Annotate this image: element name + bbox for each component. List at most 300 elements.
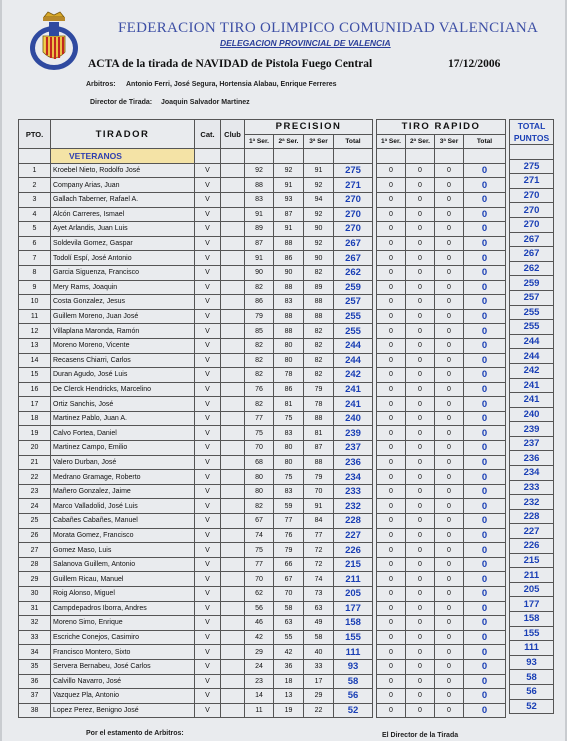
category-cell: V bbox=[195, 382, 221, 397]
precision-total-cell: 52 bbox=[334, 703, 373, 718]
table-row bbox=[19, 645, 373, 660]
precision-ser3-cell: 82 bbox=[304, 368, 334, 383]
precision-ser1-cell: 88 bbox=[245, 178, 274, 193]
precision-ser3-cell: 63 bbox=[304, 601, 334, 616]
precision-ser3-cell: 72 bbox=[304, 557, 334, 572]
precision-total-cell: 215 bbox=[334, 557, 373, 572]
rapido-ser1-cell: 0 bbox=[377, 368, 406, 383]
precision-total-cell: 177 bbox=[334, 601, 373, 616]
rapido-ser1-cell: 0 bbox=[377, 338, 406, 353]
total-puntos-cell: 270 bbox=[510, 203, 554, 218]
rapido-ser2-cell: 0 bbox=[406, 441, 435, 456]
rank-cell: 1 bbox=[19, 163, 51, 178]
precision-total-cell: 58 bbox=[334, 674, 373, 689]
rapido-ser3-cell: 0 bbox=[435, 251, 464, 266]
precision-ser2-cell: 91 bbox=[274, 178, 304, 193]
precision-total-cell: 93 bbox=[334, 659, 373, 674]
precision-ser2-cell: 87 bbox=[274, 207, 304, 222]
shooter-name-cell: Gomez Maso, Luis bbox=[51, 543, 195, 558]
shooter-name-cell: De Clerck Hendricks, Marcelino bbox=[51, 382, 195, 397]
col-cat-header: Cat. bbox=[195, 120, 221, 149]
precision-ser2-cell: 79 bbox=[274, 543, 304, 558]
table-row bbox=[377, 163, 506, 178]
table-row bbox=[510, 407, 554, 422]
total-puntos-cell: 267 bbox=[510, 247, 554, 262]
results-sheet bbox=[2, 0, 565, 741]
precision-ser1-cell: 86 bbox=[245, 295, 274, 310]
table-row bbox=[510, 684, 554, 699]
precision-total-cell: 227 bbox=[334, 528, 373, 543]
rapido-ser3-cell: 0 bbox=[435, 557, 464, 572]
precision-ser2-cell: 86 bbox=[274, 251, 304, 266]
precision-ser3-cell: 88 bbox=[304, 295, 334, 310]
rapido-total-cell: 0 bbox=[464, 163, 506, 178]
table-row bbox=[19, 295, 373, 310]
total-puntos-cell: 275 bbox=[510, 159, 554, 174]
total-puntos-cell: 239 bbox=[510, 422, 554, 437]
precision-ser2-cell: 42 bbox=[274, 645, 304, 660]
precision-ser1-cell: 76 bbox=[245, 382, 274, 397]
rank-cell: 14 bbox=[19, 353, 51, 368]
precision-ser3-cell: 82 bbox=[304, 338, 334, 353]
precision-ser1-cell: 23 bbox=[245, 674, 274, 689]
rapido-ser2-cell: 0 bbox=[406, 265, 435, 280]
category-cell: V bbox=[195, 411, 221, 426]
category-cell: V bbox=[195, 338, 221, 353]
category-cell: V bbox=[195, 703, 221, 718]
total-puntos-cell: 228 bbox=[510, 509, 554, 524]
table-row bbox=[510, 261, 554, 276]
precision-ser3-cell: 92 bbox=[304, 207, 334, 222]
rapido-total-cell: 0 bbox=[464, 192, 506, 207]
club-cell bbox=[221, 645, 245, 660]
precision-ser3-cell: 87 bbox=[304, 441, 334, 456]
category-cell: V bbox=[195, 236, 221, 251]
table-row bbox=[377, 543, 506, 558]
table-row bbox=[377, 280, 506, 295]
rank-cell: 28 bbox=[19, 557, 51, 572]
rapido-ser1-cell: 0 bbox=[377, 455, 406, 470]
club-cell bbox=[221, 703, 245, 718]
precision-total-cell: 259 bbox=[334, 280, 373, 295]
rank-cell: 33 bbox=[19, 630, 51, 645]
rank-cell: 13 bbox=[19, 338, 51, 353]
table-row bbox=[377, 470, 506, 485]
rapido-ser3-cell: 0 bbox=[435, 397, 464, 412]
rapido-ser2-cell: 0 bbox=[406, 528, 435, 543]
rapido-ser1-cell: 0 bbox=[377, 192, 406, 207]
total-puntos-cell: 241 bbox=[510, 378, 554, 393]
table-row bbox=[19, 426, 373, 441]
table-row bbox=[377, 411, 506, 426]
total-puntos-cell: 262 bbox=[510, 261, 554, 276]
rapido-ser2-cell: 0 bbox=[406, 338, 435, 353]
table-row bbox=[510, 203, 554, 218]
rank-cell: 23 bbox=[19, 484, 51, 499]
rapido-ser3-cell: 0 bbox=[435, 382, 464, 397]
rapido-ser1-cell: 0 bbox=[377, 426, 406, 441]
table-row bbox=[19, 368, 373, 383]
shooter-name-cell: Gallach Taberner, Rafael A. bbox=[51, 192, 195, 207]
club-cell bbox=[221, 236, 245, 251]
rank-cell: 15 bbox=[19, 368, 51, 383]
precision-ser1-cell: 77 bbox=[245, 411, 274, 426]
table-row bbox=[510, 509, 554, 524]
precision-total-cell: 270 bbox=[334, 207, 373, 222]
shooter-name-cell: Cabañes Cabañes, Manuel bbox=[51, 514, 195, 529]
total-puntos-cell: 52 bbox=[510, 699, 554, 714]
shooter-name-cell: Calvillo Navarro, José bbox=[51, 674, 195, 689]
club-cell bbox=[221, 528, 245, 543]
rapido-ser1-cell: 0 bbox=[377, 178, 406, 193]
rapido-ser2-cell: 0 bbox=[406, 163, 435, 178]
total-puntos-cell: 93 bbox=[510, 655, 554, 670]
precision-ser1-cell: 82 bbox=[245, 499, 274, 514]
rapido-ser2-cell: 0 bbox=[406, 645, 435, 660]
precision-ser1-cell: 80 bbox=[245, 470, 274, 485]
club-cell bbox=[221, 601, 245, 616]
club-cell bbox=[221, 368, 245, 383]
category-cell: V bbox=[195, 163, 221, 178]
club-cell bbox=[221, 543, 245, 558]
rapido-ser2-cell: 0 bbox=[406, 178, 435, 193]
precision-ser2-cell: 86 bbox=[274, 382, 304, 397]
table-row bbox=[377, 630, 506, 645]
precision-ser2-cell: 83 bbox=[274, 484, 304, 499]
rapido-ser3-header: 3ª Ser bbox=[435, 134, 464, 149]
table-row bbox=[510, 568, 554, 583]
rapido-ser2-cell: 0 bbox=[406, 295, 435, 310]
precision-ser1-cell: 68 bbox=[245, 455, 274, 470]
shooter-name-cell: Roig Alonso, Miguel bbox=[51, 587, 195, 602]
precision-ser3-cell: 92 bbox=[304, 236, 334, 251]
table-row bbox=[19, 309, 373, 324]
category-cell: V bbox=[195, 543, 221, 558]
rapido-total-cell: 0 bbox=[464, 251, 506, 266]
table-row bbox=[510, 276, 554, 291]
rapido-ser1-cell: 0 bbox=[377, 236, 406, 251]
precision-ser2-cell: 88 bbox=[274, 280, 304, 295]
table-row bbox=[510, 539, 554, 554]
total-puntos-cell: 240 bbox=[510, 407, 554, 422]
table-row bbox=[510, 363, 554, 378]
rapido-total-cell: 0 bbox=[464, 484, 506, 499]
rapido-ser2-cell: 0 bbox=[406, 353, 435, 368]
rank-cell: 17 bbox=[19, 397, 51, 412]
rapido-total-cell: 0 bbox=[464, 616, 506, 631]
col-pto-header: PTO. bbox=[19, 120, 51, 149]
precision-ser3-cell: 94 bbox=[304, 192, 334, 207]
precision-ser1-cell: 82 bbox=[245, 368, 274, 383]
rapido-total-cell: 0 bbox=[464, 338, 506, 353]
rapido-total-cell: 0 bbox=[464, 587, 506, 602]
table-row bbox=[510, 232, 554, 247]
total-puntos-cell: 270 bbox=[510, 188, 554, 203]
precision-ser2-cell: 76 bbox=[274, 528, 304, 543]
rapido-total-cell: 0 bbox=[464, 207, 506, 222]
total-puntos-cell: 205 bbox=[510, 582, 554, 597]
rapido-ser2-cell: 0 bbox=[406, 616, 435, 631]
club-cell bbox=[221, 659, 245, 674]
category-cell: V bbox=[195, 309, 221, 324]
table-row bbox=[377, 265, 506, 280]
table-row bbox=[377, 616, 506, 631]
table-row bbox=[19, 470, 373, 485]
rapido-ser3-cell: 0 bbox=[435, 163, 464, 178]
total-puntos-cell: 257 bbox=[510, 290, 554, 305]
table-row bbox=[19, 528, 373, 543]
precision-ser3-cell: 33 bbox=[304, 659, 334, 674]
category-cell: V bbox=[195, 484, 221, 499]
club-cell bbox=[221, 295, 245, 310]
precision-ser3-cell: 79 bbox=[304, 470, 334, 485]
club-cell bbox=[221, 689, 245, 704]
table-row bbox=[510, 393, 554, 408]
precision-total-cell: 255 bbox=[334, 324, 373, 339]
rapido-ser2-cell: 0 bbox=[406, 426, 435, 441]
category-cell: V bbox=[195, 528, 221, 543]
shooter-name-cell: Duran Agudo, José Luis bbox=[51, 368, 195, 383]
rank-cell: 19 bbox=[19, 426, 51, 441]
precision-ser1-cell: 83 bbox=[245, 192, 274, 207]
precision-ser1-header: 1ª Ser. bbox=[245, 134, 274, 149]
precision-total-cell: 228 bbox=[334, 514, 373, 529]
arbitros-label: Arbitros: bbox=[86, 81, 116, 88]
precision-total-cell: 270 bbox=[334, 192, 373, 207]
table-row bbox=[377, 207, 506, 222]
table-row bbox=[19, 659, 373, 674]
precision-ser1-cell: 70 bbox=[245, 572, 274, 587]
shooter-name-cell: Vazquez Pla, Antonio bbox=[51, 689, 195, 704]
category-cell: V bbox=[195, 572, 221, 587]
rank-cell: 37 bbox=[19, 689, 51, 704]
total-puntos-cell: 233 bbox=[510, 480, 554, 495]
precision-total-cell: 211 bbox=[334, 572, 373, 587]
precision-total-cell: 244 bbox=[334, 338, 373, 353]
rank-cell: 30 bbox=[19, 587, 51, 602]
shooter-name-cell: Morata Gomez, Francisco bbox=[51, 528, 195, 543]
shooter-name-cell: Soldevila Gomez, Gaspar bbox=[51, 236, 195, 251]
rapido-ser3-cell: 0 bbox=[435, 587, 464, 602]
rapido-ser1-cell: 0 bbox=[377, 441, 406, 456]
club-cell bbox=[221, 587, 245, 602]
rank-cell: 3 bbox=[19, 192, 51, 207]
precision-ser3-cell: 77 bbox=[304, 528, 334, 543]
document-title: ACTA de la tirada de NAVIDAD de Pistola Fuego Central bbox=[88, 58, 373, 70]
table-row bbox=[510, 612, 554, 627]
table-row bbox=[377, 441, 506, 456]
director-name: Joaquin Salvador Martinez bbox=[161, 99, 250, 106]
rapido-ser3-cell: 0 bbox=[435, 674, 464, 689]
rapido-ser2-cell: 0 bbox=[406, 236, 435, 251]
rapido-total-cell: 0 bbox=[464, 324, 506, 339]
col-tirador-header: TIRADOR bbox=[51, 120, 195, 149]
precision-total-cell: 267 bbox=[334, 236, 373, 251]
arbitros-names: Antonio Ferri, José Segura, Hortensia Alabau, Enrique Ferreres bbox=[126, 81, 337, 88]
precision-total-cell: 56 bbox=[334, 689, 373, 704]
precision-ser3-header: 3ª Ser bbox=[304, 134, 334, 149]
club-cell bbox=[221, 222, 245, 237]
precision-ser2-cell: 93 bbox=[274, 192, 304, 207]
total-puntos-cell: 111 bbox=[510, 641, 554, 656]
precision-ser1-cell: 82 bbox=[245, 338, 274, 353]
club-cell bbox=[221, 572, 245, 587]
rapido-total-cell: 0 bbox=[464, 441, 506, 456]
rank-cell: 34 bbox=[19, 645, 51, 660]
precision-ser2-cell: 80 bbox=[274, 455, 304, 470]
rapido-total-cell: 0 bbox=[464, 309, 506, 324]
precision-ser1-cell: 24 bbox=[245, 659, 274, 674]
rank-cell: 22 bbox=[19, 470, 51, 485]
precision-ser2-cell: 91 bbox=[274, 222, 304, 237]
rapido-ser1-cell: 0 bbox=[377, 280, 406, 295]
precision-ser2-cell: 75 bbox=[274, 470, 304, 485]
category-cell: V bbox=[195, 280, 221, 295]
precision-ser3-cell: 22 bbox=[304, 703, 334, 718]
rapido-ser3-cell: 0 bbox=[435, 280, 464, 295]
table-row bbox=[377, 338, 506, 353]
total-puntos-cell: 267 bbox=[510, 232, 554, 247]
precision-ser2-cell: 88 bbox=[274, 324, 304, 339]
rapido-ser1-cell: 0 bbox=[377, 601, 406, 616]
rapido-ser1-cell: 0 bbox=[377, 382, 406, 397]
table-row bbox=[19, 222, 373, 237]
precision-ser1-cell: 92 bbox=[245, 163, 274, 178]
precision-ser2-cell: 55 bbox=[274, 630, 304, 645]
table-row bbox=[377, 572, 506, 587]
rank-cell: 6 bbox=[19, 236, 51, 251]
table-row bbox=[377, 499, 506, 514]
rapido-ser2-cell: 0 bbox=[406, 207, 435, 222]
rapido-ser3-cell: 0 bbox=[435, 222, 464, 237]
shooter-name-cell: Alcón Carreres, Ismael bbox=[51, 207, 195, 222]
club-cell bbox=[221, 353, 245, 368]
rapido-ser2-cell: 0 bbox=[406, 543, 435, 558]
rapido-ser1-cell: 0 bbox=[377, 528, 406, 543]
table-row bbox=[19, 411, 373, 426]
rapido-ser3-cell: 0 bbox=[435, 236, 464, 251]
rapido-ser2-header: 2ª Ser. bbox=[406, 134, 435, 149]
precision-ser2-cell: 80 bbox=[274, 353, 304, 368]
precision-total-cell: 232 bbox=[334, 499, 373, 514]
rapido-ser1-cell: 0 bbox=[377, 324, 406, 339]
rapido-total-cell: 0 bbox=[464, 601, 506, 616]
shooter-name-cell: Mery Rams, Joaquin bbox=[51, 280, 195, 295]
shooter-name-cell: Francisco Montero, Sixto bbox=[51, 645, 195, 660]
table-row bbox=[377, 368, 506, 383]
total-puntos-cell: 237 bbox=[510, 436, 554, 451]
precision-ser2-cell: 92 bbox=[274, 163, 304, 178]
rank-cell: 24 bbox=[19, 499, 51, 514]
rank-cell: 32 bbox=[19, 616, 51, 631]
rapido-ser2-cell: 0 bbox=[406, 280, 435, 295]
rapido-ser2-cell: 0 bbox=[406, 587, 435, 602]
federation-title: FEDERACION TIRO OLIMPICO COMUNIDAD VALENCIANA bbox=[118, 20, 539, 36]
rapido-ser3-cell: 0 bbox=[435, 601, 464, 616]
table-row bbox=[377, 557, 506, 572]
rapido-total-cell: 0 bbox=[464, 236, 506, 251]
rapido-total-cell: 0 bbox=[464, 265, 506, 280]
category-cell: V bbox=[195, 645, 221, 660]
arbitros-signature-label: Por el estamento de Arbitros: bbox=[86, 730, 184, 737]
rapido-ser3-cell: 0 bbox=[435, 703, 464, 718]
rapido-total-cell: 0 bbox=[464, 674, 506, 689]
rank-cell: 26 bbox=[19, 528, 51, 543]
precision-ser3-cell: 58 bbox=[304, 630, 334, 645]
precision-ser3-cell: 90 bbox=[304, 251, 334, 266]
precision-ser2-cell: 19 bbox=[274, 703, 304, 718]
rapido-ser3-cell: 0 bbox=[435, 353, 464, 368]
rank-cell: 9 bbox=[19, 280, 51, 295]
tiro-rapido-header: TIRO RAPIDO bbox=[377, 120, 506, 135]
precision-total-cell: 255 bbox=[334, 309, 373, 324]
table-row bbox=[510, 436, 554, 451]
club-cell bbox=[221, 426, 245, 441]
rapido-ser2-cell: 0 bbox=[406, 368, 435, 383]
club-cell bbox=[221, 499, 245, 514]
rapido-ser2-cell: 0 bbox=[406, 309, 435, 324]
rapido-ser1-cell: 0 bbox=[377, 207, 406, 222]
rapido-ser3-cell: 0 bbox=[435, 484, 464, 499]
rapido-ser3-cell: 0 bbox=[435, 528, 464, 543]
rapido-ser2-cell: 0 bbox=[406, 324, 435, 339]
rapido-ser3-cell: 0 bbox=[435, 441, 464, 456]
rapido-ser1-cell: 0 bbox=[377, 222, 406, 237]
table-row bbox=[377, 587, 506, 602]
rapido-ser3-cell: 0 bbox=[435, 265, 464, 280]
rapido-ser1-cell: 0 bbox=[377, 514, 406, 529]
table-row bbox=[510, 378, 554, 393]
precision-ser1-cell: 82 bbox=[245, 397, 274, 412]
precision-ser2-cell: 18 bbox=[274, 674, 304, 689]
precision-ser3-cell: 91 bbox=[304, 499, 334, 514]
rapido-ser1-cell: 0 bbox=[377, 163, 406, 178]
shooter-name-cell: Escriche Conejos, Casimiro bbox=[51, 630, 195, 645]
rapido-ser3-cell: 0 bbox=[435, 309, 464, 324]
category-cell: V bbox=[195, 207, 221, 222]
precision-total-cell: 241 bbox=[334, 397, 373, 412]
precision-total-cell: 257 bbox=[334, 295, 373, 310]
precision-ser2-cell: 90 bbox=[274, 265, 304, 280]
precision-total-cell: 236 bbox=[334, 455, 373, 470]
rapido-total-cell: 0 bbox=[464, 572, 506, 587]
precision-ser3-cell: 49 bbox=[304, 616, 334, 631]
table-row bbox=[510, 320, 554, 335]
category-cell: V bbox=[195, 178, 221, 193]
rapido-ser1-cell: 0 bbox=[377, 616, 406, 631]
shooter-name-cell: Lopez Perez, Benigno José bbox=[51, 703, 195, 718]
precision-ser1-cell: 56 bbox=[245, 601, 274, 616]
precision-ser1-cell: 42 bbox=[245, 630, 274, 645]
precision-total-cell: 234 bbox=[334, 470, 373, 485]
table-row bbox=[19, 324, 373, 339]
table-row bbox=[510, 597, 554, 612]
table-row bbox=[377, 295, 506, 310]
category-cell: V bbox=[195, 630, 221, 645]
table-row bbox=[19, 601, 373, 616]
table-row bbox=[510, 641, 554, 656]
category-cell: V bbox=[195, 324, 221, 339]
precision-ser2-cell: 80 bbox=[274, 441, 304, 456]
table-row bbox=[19, 163, 373, 178]
total-puntos-cell: 244 bbox=[510, 349, 554, 364]
total-puntos-cell: 255 bbox=[510, 320, 554, 335]
club-cell bbox=[221, 514, 245, 529]
precision-ser1-cell: 77 bbox=[245, 557, 274, 572]
table-row bbox=[19, 514, 373, 529]
rapido-ser1-cell: 0 bbox=[377, 543, 406, 558]
rapido-total-cell: 0 bbox=[464, 557, 506, 572]
